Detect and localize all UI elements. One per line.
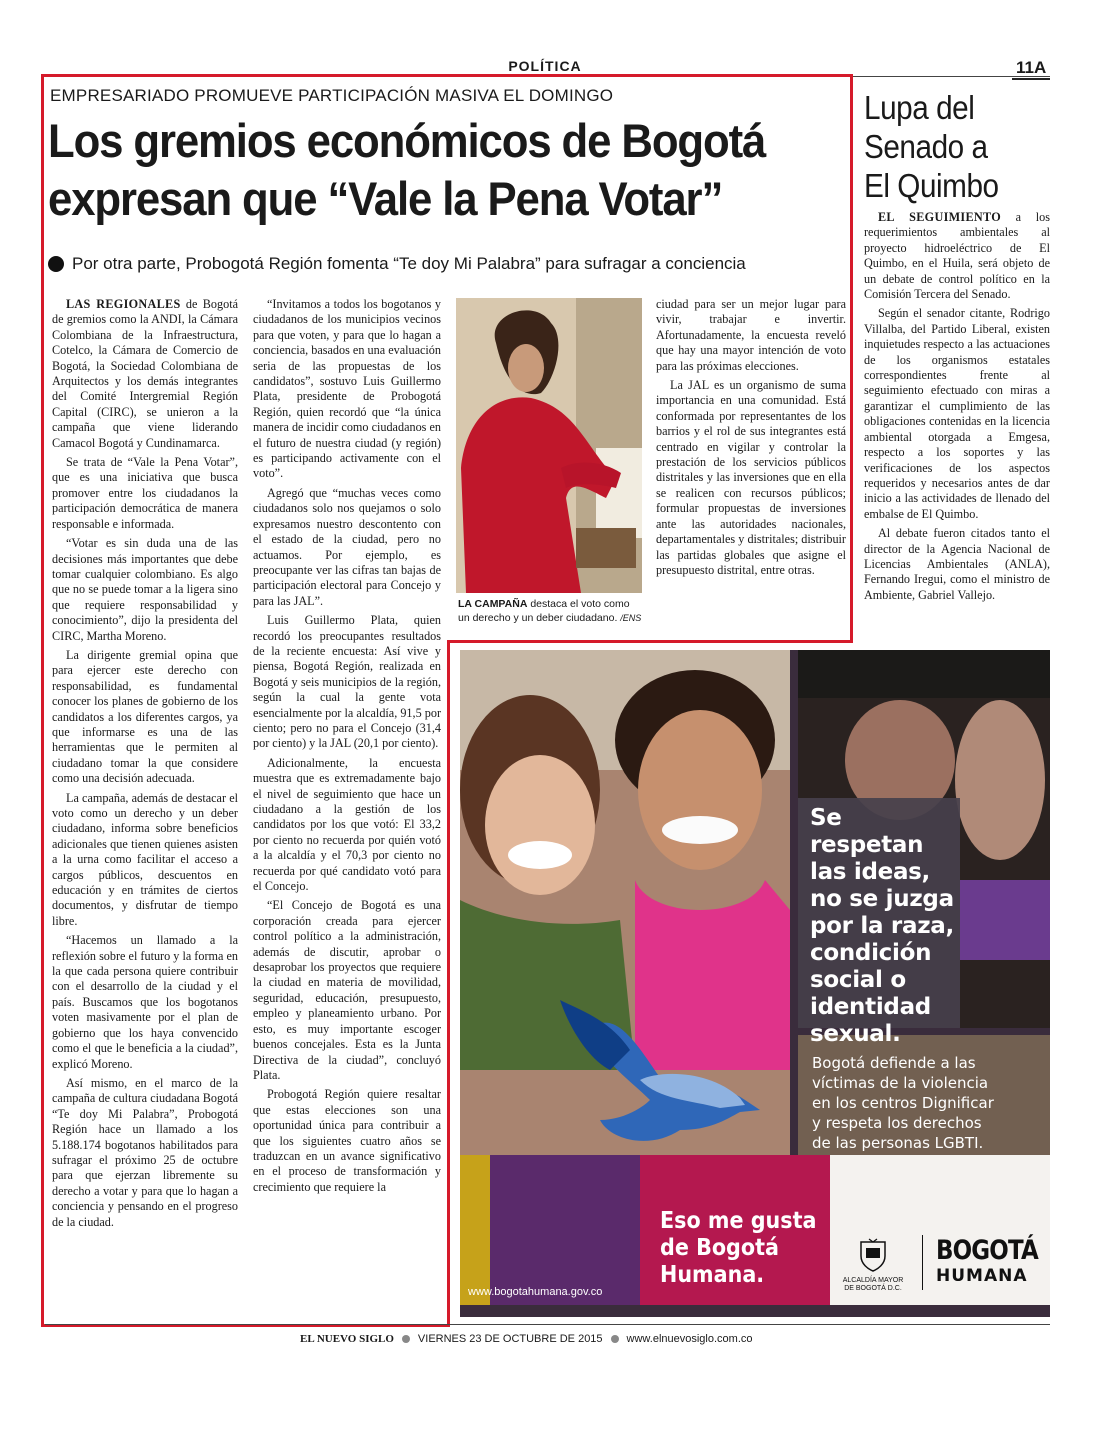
ad-slogan-line: Se respetan [810,805,924,858]
page-number: 11A [1012,58,1050,80]
caption-credit: /ENS [620,612,642,623]
ad-defends-line: de las personas LGBTI. [812,1134,984,1152]
sidebar-paragraph-1 [864,210,1050,302]
ad-slogan-line: identidad [810,994,931,1020]
alcaldia-text-1: ALCALDÍA MAYOR [842,1277,904,1284]
ad-slogan-line: sexual. [810,1021,901,1047]
col3-paragraph-2: La JAL es un organismo de suma importancia en una comunidad. Está conformada por representantes de los barrios y el rol de sus integrantes está centrado en vigilar y controlar la prestación de los servicios públicos distritales y las inversiones que en ella se realicen con recursos públicos; formular propuestas de inversiones ante las autoridades nacionales, departamentales y distritales; distribuir las partidas globales que asigne el presupuesto distrital, entre otras. [656,378,846,577]
col1-p1-text: de Bogotá de gremios como la ANDI, la Cámara Colombiana de la Infraestructura, Cotelco, la Cámara de Comercio de Bogotá, la Sociedad Colombiana de Arquitectos y los demás integrantes del Comité Intergremial Región Capital (CIRC), se unieron a la campaña que viene liderando Camacol Bogotá y Cundinamarca. [52,297,238,450]
ad-tagline-line: Humana. [660,1262,765,1288]
col1-paragraph-7: Así mismo, en el marco de la campaña de cultura ciudadana Bogotá “Te doy Mi Palabra”, Probogotá Región hace un llamado a los 5.188.174 bogotanos habilitados para sufragar el próximo 25 de octubre para que ejerzan libremente su derecho a votar y para que lo hagan a conciencia y pensando en el progreso de la ciudad. [52,1075,238,1229]
subhead-text: Por otra parte, Probogotá Región fomenta “Te doy Mi Palabra” para sufragar a conciencia [72,254,746,273]
col1-paragraph-1 [52,297,238,451]
col2-paragraph-4: Adicionalmente, la encuesta muestra que es extremadamente bajo el nivel de seguimiento que hace un ciudadano a la gestión de los candidatos por los que votó: El 33,2 por ciento no recuerda por quién votó a la alcaldía y el 70,3 por ciento no recuerda por qué candidato votó para el Concejo. [253,755,441,894]
alcaldia-logo [838,1238,908,1293]
col1-paragraph-4: La dirigente gremial opina que para ejercer este derecho con responsabilidad, es fundamental conocer los planes de gobierno de los candidatos a los diferentes cargos, ya que informarse es una de las herramientas que le permiten al ciudadano tomar la que considere como una decisión adecuada. [52,647,238,786]
col2-paragraph-2: Agregó que “muchas veces como ciudadanos solo nos quejamos o solo expresamos nuestro descontento con el estado de la ciudad, pero no actuamos. Por ejemplo, es preocupante ver las cifras tan bajas de participación electoral para Concejo y para las JAL”. [253,485,441,608]
lead-caps: LAS REGIONALES [66,297,181,311]
ad-defends-text [812,1053,1042,1153]
caption-text: destaca el voto como un derecho y un deber ciudadano. [458,598,630,624]
dot-icon [611,1335,619,1343]
col2-paragraph-6: Probogotá Región quiere resaltar que estas elecciones son una oportunidad única para contribuir a que los siguientes cuatro años se traduzcan en un avance significativo en el proceso de transformación y crecimiento que requiere la [253,1087,441,1194]
col1-paragraph-6: “Hacemos un llamado a la reflexión sobre el futuro y la forma en la que cada persona quiere contribuir con el desarrollo de la ciudad y el país. Buscamos que los bogotanos voten masivamente por el plan de gobierno que los haya convencido como el que le beneficia a la ciudad”, explicó Moreno. [52,933,238,1071]
col2-paragraph-5: “El Concejo de Bogotá es una corporación creada para ejercer control político a la administración, además de discutir, aprobar o desaprobar los proyectos que requiere la ciudad en materia de movilidad, seguridad, educación, presupuesto, empleo y planeamiento urbano. Por esto, es muy importante escoger buenos concejales. Esta es la Junta Directiva de la ciudad”, concluyó Plata. [253,898,441,1082]
sidebar-title [864,88,999,205]
footer-date: VIERNES 23 DE OCTUBRE DE 2015 [417,1333,603,1345]
col2-paragraph-1: “Invitamos a todos los bogotanos y ciudadanos de los municipios vecinos para que voten, y para que lo hagan a conciencia, basados en una evaluación seria de las propuestas de los candidatos”, sostuvo Luis Guillermo Plata, presidente de Probogotá Región, quien recordó que “la única manera de incidir como ciudadanos en el futuro de nuestra ciudad (y región) es participando activamente con el voto”. [253,297,441,481]
sidebar-paragraph-3: Al debate fueron citados tanto el director de la Agencia Nacional de Licencias Ambientales (ANLA), Fernando Iregui, como el ministro de Ambiente, Gabriel Vallejo. [864,526,1050,602]
photo-caption [458,598,642,625]
dot-icon [402,1335,410,1343]
highlight-frame-link [447,640,853,643]
ad-defends-line: en los centros Dignificar [812,1094,994,1112]
footer-site[interactable]: www.elnuevosiglo.com.co [626,1333,753,1345]
sidebar-body [864,210,1050,607]
bullet-icon [48,256,64,272]
paper-name: EL NUEVO SIGLO [300,1333,394,1345]
caption-lead: LA CAMPAÑA [458,598,528,610]
ad-slogan-line: las ideas, [810,859,930,885]
col1-paragraph-3: “Votar es sin duda una de las decisiones más importantes que debe tomar cualquier colombiano. Es algo que no se puede tomar a la ligera sino que requiere responsabilidad y conocimiento”, dijo la presidenta del CIRC, Martha Moreno. [52,536,238,643]
ad-tagline-line: de Bogotá [660,1235,779,1261]
col1-paragraph-5: La campaña, además de destacar el voto como un derecho y un deber ciudadano, informa sobre beneficios adicionales que tienen quienes asisten a la urna como facilitar el acceso a cargos públicos, descuentos en educación y en trámites de ciertos documentos, y disfrutar de tiempo libre. [52,790,238,928]
sidebar-title-line-1: Lupa del [864,89,975,126]
sidebar-title-line-2: Senado a [864,128,988,165]
coat-of-arms-icon [858,1238,888,1272]
brand-line-1: BOGOTÁ [936,1235,1038,1266]
ad-slogan [810,805,960,1048]
ad-tagline [660,1208,816,1289]
ad-defends-line: Bogotá defiende a las [812,1054,976,1072]
brand-line-2: HUMANA [936,1266,1028,1286]
ad-defends-line: víctimas de la violencia [812,1074,989,1092]
headline-line-2: expresan que “Vale la Pena Votar” [48,172,723,225]
ad-slogan-line: condición [810,940,932,966]
ad-url[interactable]: www.bogotahumana.gov.co [468,1286,603,1298]
sidebar-title-line-3: El Quimbo [864,167,999,204]
page-footer [300,1333,900,1345]
article-column-3 [656,297,846,582]
bogota-humana-ad [460,650,1050,1317]
ad-defends-line: y respeta los derechos [812,1114,982,1132]
article-column-1 [52,297,238,1234]
col2-paragraph-3: Luis Guillermo Plata, quien recordó los preocupantes resultados de la reciente encuesta: Así vive y piensa, Bogotá Región, realizada en Bogotá y seis municipios de la región, según la cual la gente vota esencialmente por la alcaldía, 91,5 por ciento; pero no para el Concejo (31,4 por ciento) y la JAL (20,1 por ciento). [253,613,441,751]
footer-rule [45,1324,1050,1325]
sidebar-lead-caps: EL SEGUIMIENTO [878,210,1001,224]
col1-paragraph-2: Se trata de “Vale la Pena Votar”, que es una iniciativa que busca promover entre los ciudadanos la participación democrática de manera responsable e informada. [52,455,238,531]
sidebar-p1-text: a los requerimientos ambientales al proyecto hidroeléctrico de El Quimbo, en el Huila, será objeto de un debate de control político en la Comisión Tercera del Senado. [864,210,1051,302]
campaign-photo [456,298,642,593]
ad-slogan-line: no se juzga [810,886,954,912]
article-subhead [48,254,746,274]
campaign-photo-illustration [456,298,642,593]
article-headline [48,112,792,228]
col3-paragraph-1: ciudad para ser un mejor lugar para vivir, trabajar e invertir. Afortunadamente, la encuesta reveló que hay una mayor intención de voto para las próximas elecciones. [656,297,846,373]
ad-tagline-line: Eso me gusta [660,1208,817,1234]
alcaldia-text-2: DE BOGOTÁ D.C. [844,1285,902,1292]
ad-slogan-line: social o [810,967,906,993]
sidebar-paragraph-2: Según el senador citante, Rodrigo Villalba, del Partido Liberal, existen inquietudes respecto a las actuaciones de los organismos estatales correspondientes frente al seguimiento efectuado con miras a garantizar el cumplimiento de las obligaciones contenidas en la licencia ambiental otorgada a Emgesa, respecto a los soportes y las verificaciones de los aspectos requeridos y necesarios antes de dar inicio a las actividades de llenado del embalse de El Quimbo. [864,306,1050,521]
ad-slogan-line: por la raza, [810,913,954,939]
logo-divider [922,1235,923,1290]
bogota-humana-logo [936,1236,1050,1286]
headline-line-1: Los gremios económicos de Bogotá [48,114,766,167]
article-column-2 [253,297,441,1199]
article-kicker: EMPRESARIADO PROMUEVE PARTICIPACIÓN MASIVA EL DOMINGO [50,86,614,105]
highlight-frame-right [850,74,853,643]
section-label: POLÍTICA [508,58,582,74]
